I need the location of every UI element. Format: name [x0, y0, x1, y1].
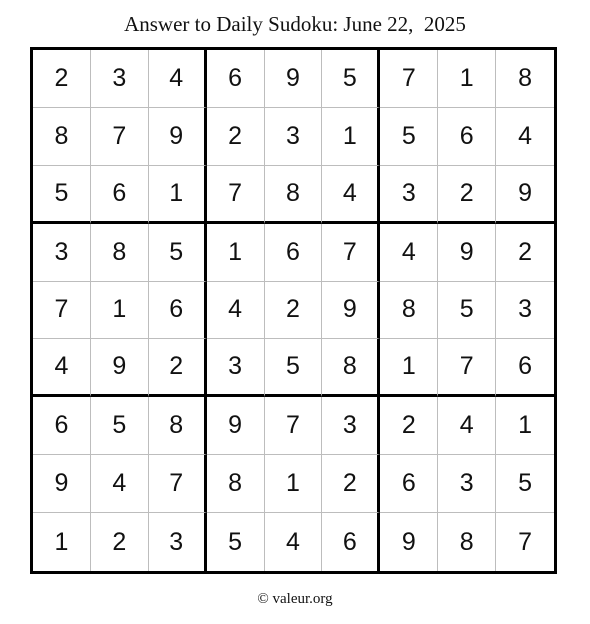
sudoku-cell-r7-c3: 8 — [149, 397, 207, 455]
sudoku-cell-r5-c1: 7 — [33, 282, 91, 340]
sudoku-cell-r4-c2: 8 — [91, 224, 149, 282]
sudoku-cell-r3-c3: 1 — [149, 166, 207, 224]
sudoku-cell-r9-c4: 5 — [207, 513, 265, 571]
sudoku-cell-r1-c6: 5 — [322, 50, 380, 108]
sudoku-cell-r4-c7: 4 — [380, 224, 438, 282]
sudoku-cell-r7-c6: 3 — [322, 397, 380, 455]
sudoku-cell-r5-c5: 2 — [265, 282, 323, 340]
sudoku-cell-r4-c4: 1 — [207, 224, 265, 282]
sudoku-cell-r9-c8: 8 — [438, 513, 496, 571]
sudoku-cell-r2-c9: 4 — [496, 108, 554, 166]
sudoku-cell-r5-c7: 8 — [380, 282, 438, 340]
sudoku-cell-r5-c6: 9 — [322, 282, 380, 340]
sudoku-cell-r5-c9: 3 — [496, 282, 554, 340]
sudoku-cell-r9-c1: 1 — [33, 513, 91, 571]
sudoku-cell-r1-c7: 7 — [380, 50, 438, 108]
sudoku-cell-r4-c9: 2 — [496, 224, 554, 282]
sudoku-cell-r8-c4: 8 — [207, 455, 265, 513]
sudoku-cell-r5-c4: 4 — [207, 282, 265, 340]
sudoku-cell-r6-c3: 2 — [149, 339, 207, 397]
sudoku-board — [30, 47, 557, 574]
sudoku-cell-r4-c3: 5 — [149, 224, 207, 282]
sudoku-cell-r4-c1: 3 — [33, 224, 91, 282]
sudoku-cell-r7-c4: 9 — [207, 397, 265, 455]
sudoku-cell-r3-c2: 6 — [91, 166, 149, 224]
sudoku-cell-r4-c6: 7 — [322, 224, 380, 282]
sudoku-cell-r9-c9: 7 — [518, 527, 532, 556]
sudoku-cell-r9-c7: 9 — [380, 513, 438, 571]
sudoku-cell-r3-c8: 2 — [438, 166, 496, 224]
sudoku-cell-r6-c1: 4 — [33, 339, 91, 397]
sudoku-cell-r3-c1: 5 — [33, 166, 91, 224]
sudoku-cell-r4-c5: 6 — [265, 224, 323, 282]
sudoku-cell-r8-c6: 2 — [322, 455, 380, 513]
sudoku-cell-r8-c1: 9 — [33, 455, 91, 513]
sudoku-cell-r9-c6: 6 — [322, 513, 380, 571]
sudoku-cell-r3-c6: 4 — [322, 166, 380, 224]
sudoku-cell-r3-c9: 9 — [496, 166, 554, 224]
sudoku-cell-r6-c2: 9 — [91, 339, 149, 397]
sudoku-cell-r8-c5: 1 — [265, 455, 323, 513]
sudoku-cell-r2-c5: 3 — [265, 108, 323, 166]
sudoku-cell-r5-c2: 1 — [91, 282, 149, 340]
sudoku-cell-r7-c2: 5 — [91, 397, 149, 455]
sudoku-cell-r8-c3: 7 — [149, 455, 207, 513]
sudoku-cell-r1-c8: 1 — [438, 50, 496, 108]
sudoku-cell-r8-c7: 6 — [380, 455, 438, 513]
sudoku-cell-r6-c7: 1 — [380, 339, 438, 397]
sudoku-cell-r6-c9: 6 — [496, 339, 554, 397]
page-title: Answer to Daily Sudoku: June 22, 2025 — [124, 12, 466, 36]
sudoku-cell-r8-c8: 3 — [438, 455, 496, 513]
sudoku-cell-r9-c2: 2 — [91, 513, 149, 571]
sudoku-cell-r7-c5: 7 — [265, 397, 323, 455]
sudoku-cell-r4-c8: 9 — [438, 224, 496, 282]
sudoku-cell-r7-c7: 2 — [380, 397, 438, 455]
sudoku-cell-r5-c8: 5 — [438, 282, 496, 340]
sudoku-cell-r2-c8: 6 — [438, 108, 496, 166]
sudoku-cell-r3-c7: 3 — [380, 166, 438, 224]
sudoku-cell-r9-c5: 4 — [265, 513, 323, 571]
sudoku-cell-r2-c1: 8 — [33, 108, 91, 166]
sudoku-cell-r1-c2: 3 — [91, 50, 149, 108]
sudoku-cell-r6-c5: 5 — [265, 339, 323, 397]
sudoku-cell-r3-c4: 7 — [207, 166, 265, 224]
sudoku-cell-r2-c7: 5 — [380, 108, 438, 166]
sudoku-cell-r2-c3: 9 — [149, 108, 207, 166]
sudoku-cell-r2-c2: 7 — [91, 108, 149, 166]
sudoku-cell-r1-c9: 8 — [496, 50, 554, 108]
sudoku-cell-r1-c5: 9 — [265, 50, 323, 108]
sudoku-cell-r7-c9: 1 — [496, 397, 554, 455]
sudoku-cell-r8-c9: 5 — [496, 455, 554, 513]
sudoku-cell-r6-c4: 3 — [207, 339, 265, 397]
sudoku-cell-r3-c5: 8 — [265, 166, 323, 224]
sudoku-cell-r9-c3: 3 — [149, 513, 207, 571]
copyright-footer: © valeur.org — [257, 591, 333, 607]
sudoku-cell-r6-c8: 7 — [438, 339, 496, 397]
sudoku-cell-r7-c8: 4 — [438, 397, 496, 455]
sudoku-cell-r2-c6: 1 — [322, 108, 380, 166]
sudoku-cell-r7-c1: 6 — [33, 397, 91, 455]
sudoku-cell-r5-c3: 6 — [149, 282, 207, 340]
sudoku-cell-r1-c4: 6 — [207, 50, 265, 108]
sudoku-cell-r1-c3: 4 — [149, 50, 207, 108]
sudoku-cell-r2-c4: 2 — [207, 108, 265, 166]
sudoku-cell-r6-c6: 8 — [322, 339, 380, 397]
sudoku-cell-r1-c1: 2 — [33, 50, 91, 108]
sudoku-cell-r8-c2: 4 — [91, 455, 149, 513]
